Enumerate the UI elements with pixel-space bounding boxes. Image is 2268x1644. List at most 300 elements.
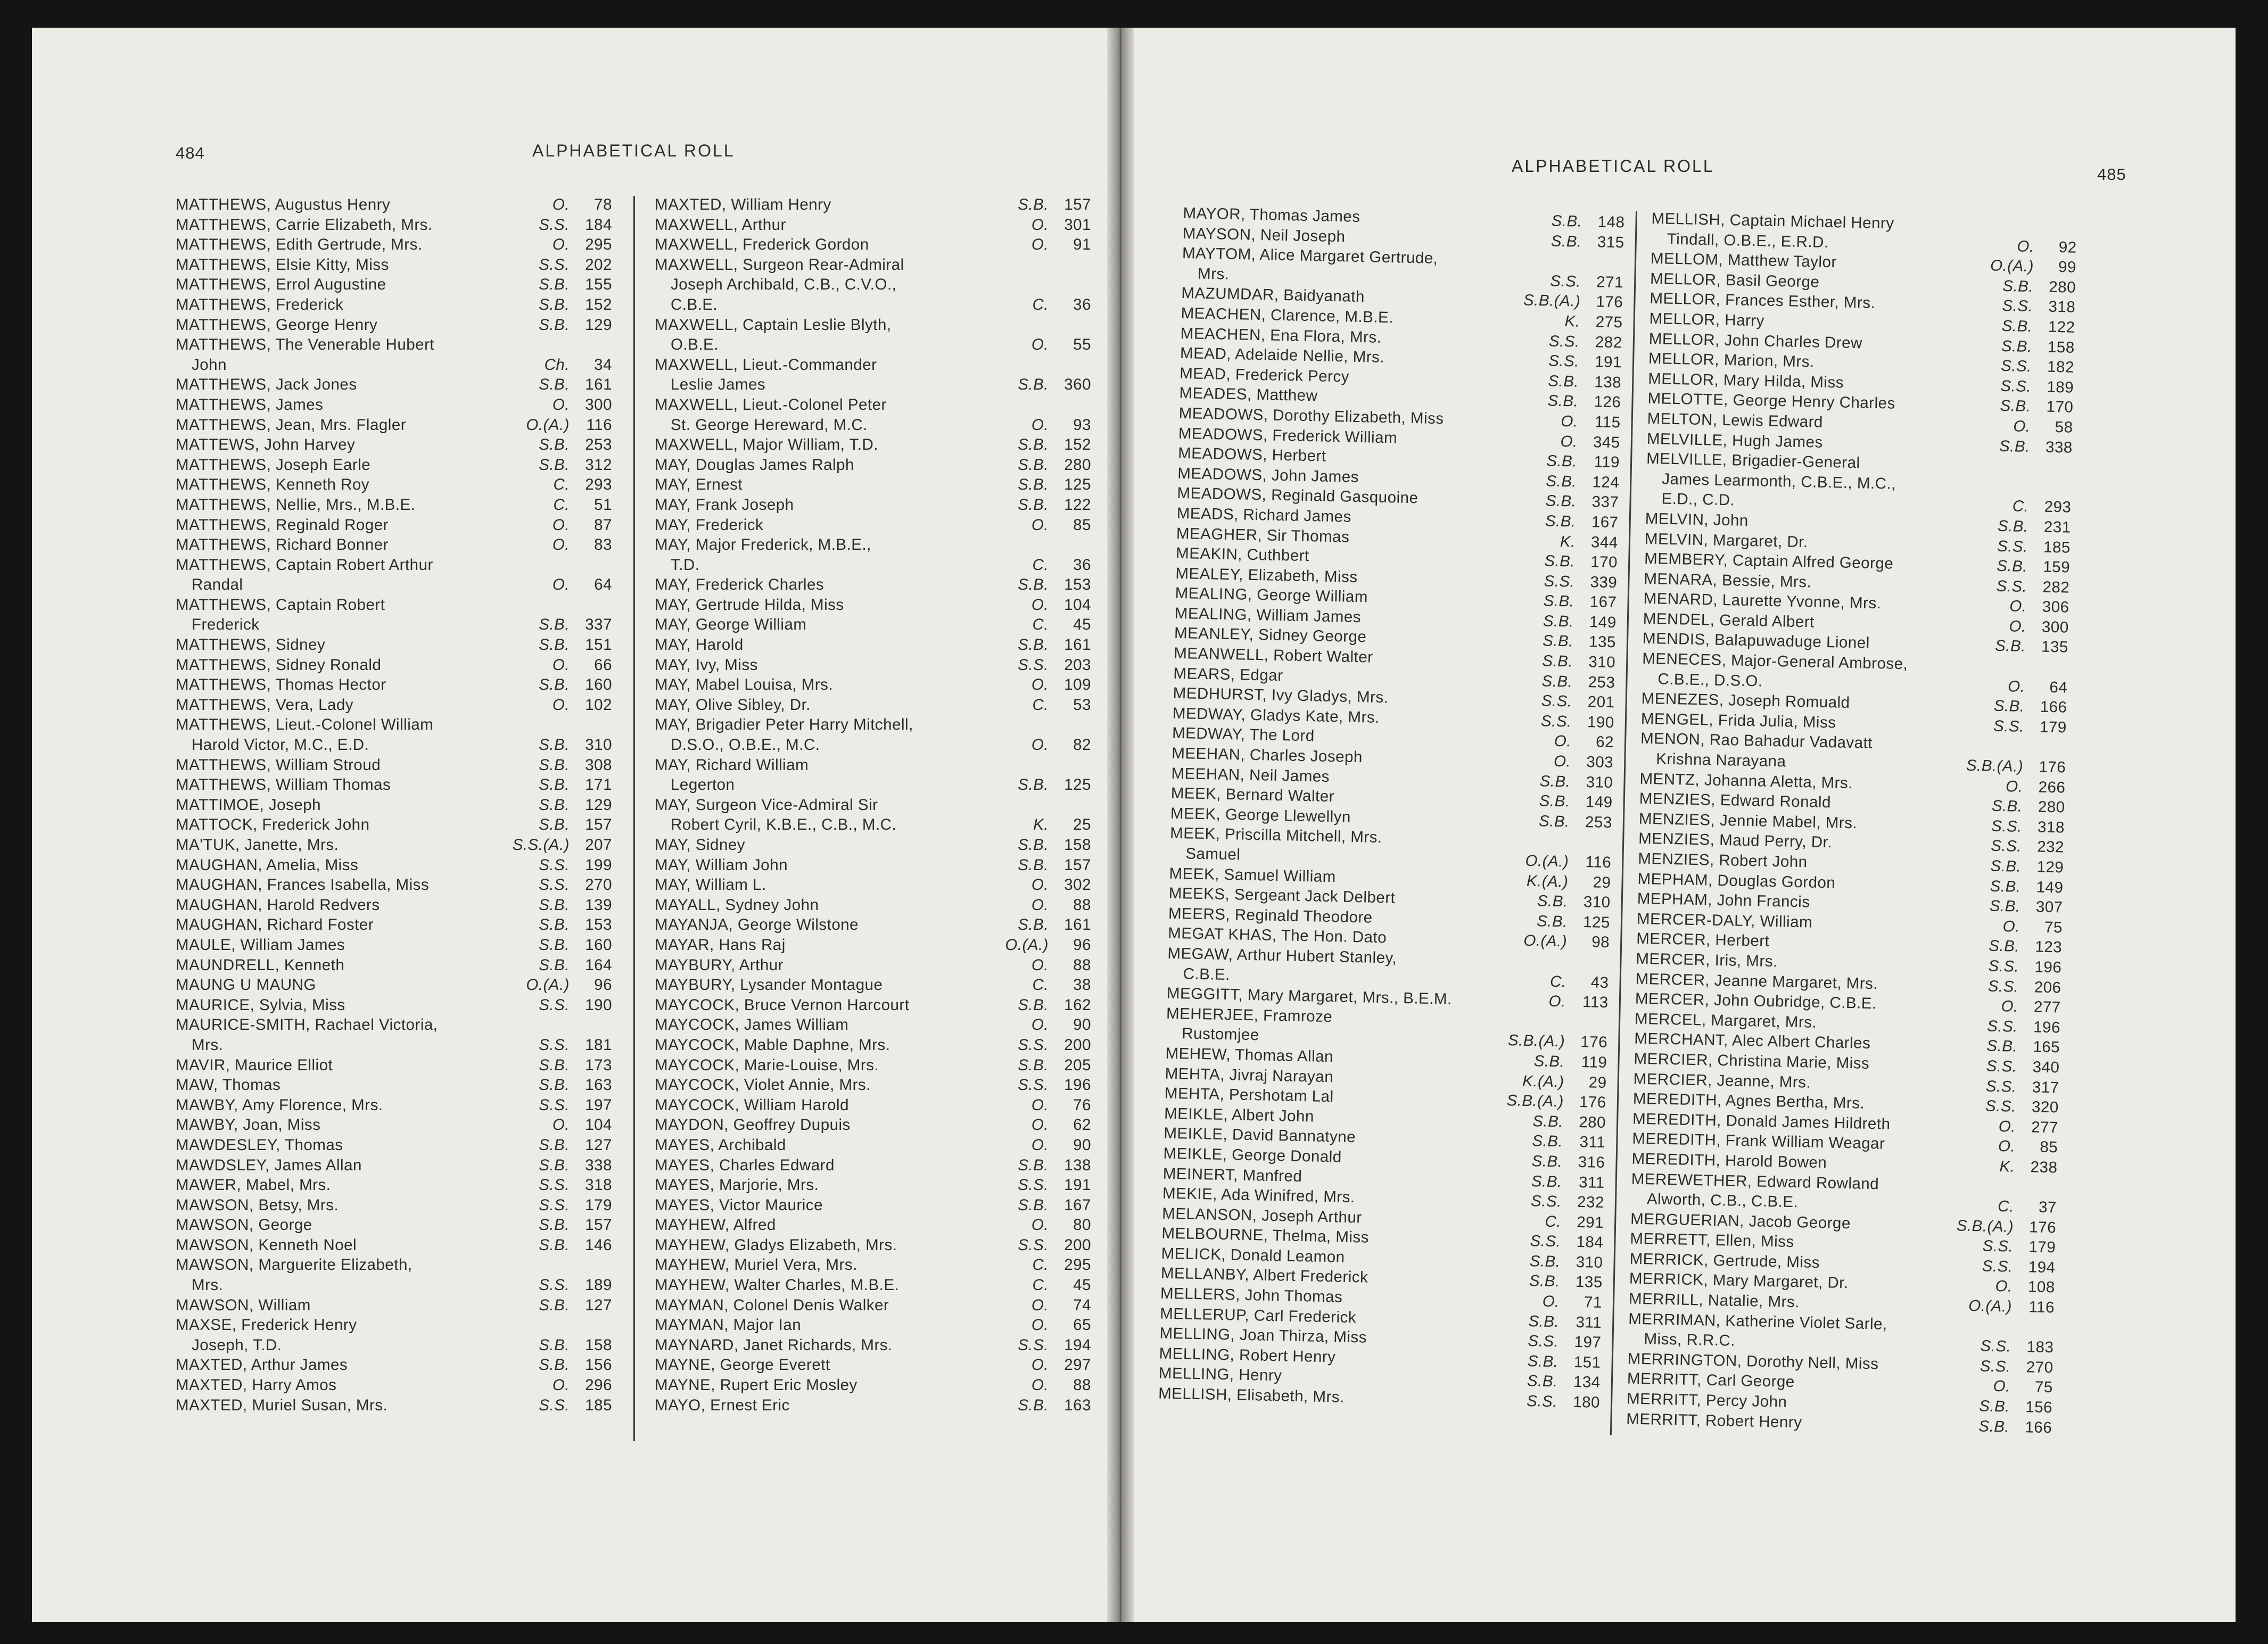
roll-entry (176, 1095, 612, 1116)
entry-name: MATTHEWS, Richard Bonner (176, 536, 389, 554)
entry-page: 200 (1064, 1036, 1091, 1054)
entry-honour: S.B. (1527, 1372, 1558, 1391)
entry-page: 98 (1591, 933, 1610, 952)
roll-entry (176, 1295, 612, 1316)
entry-page: 310 (1586, 773, 1613, 791)
entry-page: 119 (1594, 453, 1620, 472)
roll-entry (176, 1195, 612, 1216)
entry-name: MAYNARD, Janet Richards, Mrs. (655, 1336, 893, 1354)
roll-entry (176, 235, 612, 255)
entry-page: 194 (1064, 1336, 1091, 1354)
entry-name: MAYBURY, Arthur (655, 956, 784, 974)
roll-entry (176, 315, 612, 335)
entry-honour: O. (1031, 236, 1049, 254)
roll-entry (176, 195, 612, 215)
roll-entry (655, 1095, 1091, 1116)
entry-page: 62 (1073, 1116, 1091, 1134)
entry-page: 116 (1585, 853, 1612, 872)
entry-honour: S.B. (1547, 392, 1579, 410)
entry-name: MELLISH, Captain Michael Henry Tindall, O.B.E., E.R.D. (1651, 209, 1894, 251)
entry-honour: S.B. (1978, 1397, 2010, 1416)
entry-honour: S.S. (539, 1036, 570, 1054)
entry-honour: S.B. (1532, 1132, 1563, 1151)
entry-page: 159 (2042, 558, 2071, 576)
entry-honour: O. (552, 696, 570, 714)
roll-entry (176, 1115, 612, 1135)
roll-entry (655, 1115, 1091, 1135)
roll-entry (176, 215, 612, 235)
entry-honour: S.S. (1530, 1192, 1562, 1211)
entry-name: MAYO, Ernest Eric (655, 1396, 790, 1414)
entry-page: 167 (1589, 593, 1617, 612)
entry-honour: S.S. (539, 876, 570, 894)
roll-entry (655, 855, 1091, 875)
entry-name: MELLOR, Basil George (1650, 269, 1820, 291)
entry-name: MEIKLE, David Bannatyne (1164, 1124, 1356, 1146)
entry-honour: S.B. (1018, 376, 1049, 394)
entry-name: MERCHANT, Alec Albert Charles (1634, 1030, 1871, 1053)
entry-name: MEREDITH, Frank William Weagar (1632, 1129, 1885, 1153)
entry-name: MAYDON, Geoffrey Dupuis (655, 1116, 851, 1134)
entry-name: MENZIES, Robert John (1638, 849, 1808, 871)
entry-name: MATTHEWS, Frederick (176, 295, 344, 313)
roll-entry (655, 595, 1091, 615)
entry-honour: C. (1032, 976, 1049, 994)
entry-page: 318 (585, 1176, 612, 1194)
entry-page: 191 (1594, 353, 1622, 371)
entry-name: MERGUERIAN, Jacob George (1630, 1210, 1851, 1232)
entry-honour: S.B. (539, 376, 570, 394)
entry-honour: Ch. (544, 356, 570, 374)
roll-entry (176, 475, 612, 495)
entry-name: MAXSE, Frederick Henry Joseph, T.D. (176, 1316, 357, 1354)
entry-name: MAXWELL, Arthur (655, 216, 786, 234)
entry-honour: S.B. (1543, 612, 1574, 631)
entry-page: 310 (1583, 893, 1611, 912)
entry-honour: O. (1998, 1117, 2016, 1136)
entry-page: 190 (1587, 713, 1615, 732)
entry-honour: O. (2005, 777, 2023, 796)
roll-entry (655, 235, 1091, 255)
entry-name: MENZIES, Jennie Mabel, Mrs. (1638, 809, 1858, 832)
entry-name: MENON, Rao Bahadur Vadavatt Krishna Narayana (1640, 730, 1873, 771)
entry-name: MEINERT, Manfred (1162, 1164, 1302, 1185)
entry-honour: O. (552, 516, 570, 534)
roll-entry (176, 855, 612, 875)
roll-entry (176, 835, 612, 855)
entry-page: 51 (594, 495, 612, 514)
entry-page: 337 (1591, 493, 1619, 511)
roll-entry (176, 295, 612, 315)
entry-name: MERCER, Jeanne Margaret, Mrs. (1635, 970, 1878, 993)
entry-page: 196 (2033, 1018, 2061, 1037)
roll-entry (176, 935, 612, 955)
roll-entry (176, 815, 612, 835)
entry-page: 134 (1573, 1373, 1601, 1392)
entry-page: 320 (2031, 1098, 2059, 1117)
entry-name: MAWBY, Amy Florence, Mrs. (176, 1096, 383, 1114)
entry-page: 37 (2038, 1198, 2057, 1217)
entry-page: 171 (585, 776, 612, 794)
entry-page: 152 (585, 295, 612, 313)
entry-name: MAYNE, George Everett (655, 1356, 830, 1374)
entry-honour: O. (1995, 1277, 2013, 1296)
entry-page: 104 (1064, 596, 1091, 614)
entry-name: MATTHEWS, George Henry (176, 316, 378, 334)
entry-name: MAY, William John (655, 856, 788, 874)
entry-page: 66 (594, 656, 612, 674)
entry-honour: S.B. (1018, 456, 1049, 474)
entry-name: MENARD, Laurette Yvonne, Mrs. (1643, 590, 1882, 613)
entry-honour: S.B. (1990, 857, 2022, 875)
entry-honour: C. (1549, 972, 1566, 990)
entry-name: MATTHEWS, Sidney (176, 636, 326, 654)
entry-name: MAYMAN, Colonel Denis Walker (655, 1296, 889, 1314)
entry-page: 270 (585, 876, 612, 894)
entry-name: MAWSON, George (176, 1216, 312, 1234)
entry-honour: S.B. (1999, 437, 2031, 456)
entry-honour: S.B. (1531, 1172, 1563, 1191)
roll-entry (655, 1175, 1091, 1195)
roll-entry (655, 695, 1091, 715)
entry-name: MAYES, Victor Maurice (655, 1196, 823, 1214)
entry-honour: S.B. (1536, 912, 1568, 931)
roll-entry (176, 395, 612, 415)
roll-entry (655, 655, 1091, 675)
entry-name: MAYNE, Rupert Eric Mosley (655, 1376, 857, 1394)
entry-name: MERCEL, Margaret, Mrs. (1634, 1010, 1817, 1031)
roll-entry (655, 835, 1091, 855)
entry-page: 129 (585, 796, 612, 814)
entry-name: MELVIN, Margaret, Dr. (1644, 530, 1808, 551)
entry-honour: K. (1999, 1157, 2015, 1176)
entry-honour: S.B. (1997, 517, 2028, 535)
entry-name: MEADOWS, Frederick William (1178, 424, 1398, 447)
entry-honour: C. (1032, 616, 1049, 634)
entry-name: MATTHEWS, William Stroud (176, 756, 381, 774)
entry-page: 232 (1577, 1193, 1605, 1212)
entry-honour: S.B. (1018, 856, 1049, 874)
entry-name: MATTHEWS, Lieut.-Colonel William Harold Victor, M.C., E.D. (176, 716, 434, 754)
entry-honour: S.B. (1018, 916, 1049, 934)
entry-honour: S.S. (539, 996, 570, 1014)
entry-name: MEARS, Edgar (1173, 664, 1283, 684)
entry-honour: S.B. (539, 956, 570, 974)
roll-entry (176, 975, 612, 995)
entry-honour: O. (1031, 876, 1049, 894)
entry-name: MEGAW, Arthur Hubert Stanley, C.B.E. (1167, 944, 1397, 984)
entry-page: 113 (1582, 993, 1609, 1012)
entry-page: 206 (2034, 978, 2061, 996)
entry-page: 88 (1073, 1376, 1091, 1394)
entry-name: MEADOWS, Reginald Gasquoine (1177, 484, 1418, 507)
entry-name: MEREDITH, Harold Bowen (1631, 1150, 1827, 1172)
entry-honour: S.B. (1990, 877, 2021, 896)
entry-page: 45 (1073, 1276, 1091, 1294)
roll-entry (655, 355, 1091, 395)
entry-honour: K. (1560, 532, 1576, 551)
entry-honour: C. (1032, 1256, 1049, 1274)
roll-entry (176, 255, 612, 275)
roll-entry (176, 875, 612, 895)
entry-name: MAWER, Mabel, Mrs. (176, 1176, 331, 1194)
entry-name: MERRICK, Mary Margaret, Dr. (1629, 1270, 1849, 1292)
entry-page: 339 (1590, 573, 1618, 591)
roll-entry (176, 775, 612, 795)
entry-name: MAYOR, Thomas James (1183, 204, 1360, 226)
entry-page: 179 (2039, 718, 2067, 737)
entry-page: 127 (585, 1136, 612, 1154)
entry-honour: S.S. (1985, 1077, 2017, 1096)
entry-page: 157 (1064, 856, 1091, 874)
entry-name: MENGEL, Frida Julia, Miss (1640, 709, 1836, 732)
roll-entry (655, 995, 1091, 1015)
roll-entry (655, 1155, 1091, 1176)
roll-entry (176, 1175, 612, 1195)
entry-page: 310 (1576, 1253, 1603, 1271)
entry-honour: S.S. (539, 255, 570, 274)
entry-page: 166 (2025, 1418, 2052, 1436)
entry-page: 179 (2028, 1238, 2056, 1257)
entry-name: MATTHEWS, William Thomas (176, 776, 391, 794)
entry-name: MATTOCK, Frederick John (176, 816, 370, 834)
entry-page: 295 (1064, 1256, 1091, 1274)
roll-entry (176, 1255, 612, 1295)
entry-page: 316 (1578, 1153, 1605, 1171)
entry-page: 102 (585, 696, 612, 714)
entry-honour: S.S. (1987, 977, 2019, 996)
entry-name: MEEK, Priscilla Mitchell, Mrs. Samuel (1169, 824, 1383, 864)
entry-honour: S.B. (539, 1296, 570, 1314)
entry-honour: S.B. (1018, 996, 1049, 1014)
entry-name: MAUNDRELL, Kenneth (176, 956, 345, 974)
entry-page: 158 (2047, 338, 2075, 357)
entry-page: 104 (585, 1116, 612, 1134)
entry-honour: S.S. (2000, 377, 2032, 395)
entry-name: MATTHEWS, Joseph Earle (176, 456, 371, 474)
entry-name: MAWSON, William (176, 1296, 311, 1314)
entry-name: MERRIMAN, Katherine Violet Sarle, Miss, R.R.C. (1628, 1310, 1888, 1350)
roll-entry (655, 875, 1091, 895)
entry-honour: S.B. (1532, 1112, 1564, 1131)
entry-honour: S.B. (1018, 776, 1049, 794)
roll-entry (655, 795, 1091, 835)
entry-name: MAYAR, Hans Raj (655, 936, 786, 954)
entry-page: 90 (1073, 1016, 1091, 1034)
entry-page: 199 (585, 856, 612, 874)
entry-page: 270 (2026, 1358, 2053, 1377)
entry-name: MEANWELL, Robert Walter (1173, 644, 1373, 666)
roll-entry (176, 515, 612, 535)
entry-page: 176 (1580, 1033, 1608, 1052)
entry-name: MEGAT KHAS, The Hon. Dato (1167, 924, 1387, 947)
entry-page: 293 (2044, 498, 2072, 516)
entry-honour: S.B. (1529, 1272, 1561, 1291)
entry-honour: S.S. (1548, 332, 1580, 351)
entry-honour: O. (552, 536, 570, 554)
entry-name: MAURICE-SMITH, Rachael Victoria, Mrs. (176, 1016, 438, 1054)
roll-entry (655, 755, 1091, 795)
entry-name: MENZIES, Maud Perry, Dr. (1638, 830, 1833, 852)
entry-page: 85 (2040, 1138, 2058, 1156)
entry-name: MAYCOCK, Bruce Vernon Harcourt (655, 996, 910, 1014)
entry-page: 308 (585, 756, 612, 774)
entry-name: MENDEL, Gerald Albert (1643, 609, 1815, 631)
entry-honour: S.S. (1982, 1237, 2014, 1255)
roll-entry (655, 215, 1091, 235)
entry-page: 116 (2028, 1298, 2055, 1317)
entry-page: 163 (585, 1076, 612, 1094)
entry-page: 301 (1064, 216, 1091, 234)
roll-entry (176, 1015, 612, 1055)
entry-name: MAYANJA, George Wilstone (655, 916, 859, 934)
entry-name: MAUNG U MAUNG (176, 976, 316, 994)
entry-name: MATTHEWS, Reginald Roger (176, 516, 389, 534)
entry-honour: S.S. (1544, 572, 1575, 591)
entry-honour: O.(A.) (1990, 257, 2034, 276)
entry-page: 161 (1064, 636, 1091, 654)
entry-honour: O. (1031, 736, 1049, 754)
entry-page: 337 (585, 616, 612, 634)
entry-page: 38 (1073, 976, 1091, 994)
roll-entry (655, 195, 1091, 215)
roll-entry (176, 435, 612, 455)
entry-honour: S.B. (1527, 1352, 1558, 1371)
entry-page: 253 (585, 436, 612, 454)
entry-name: MELOTTE, George Henry Charles (1647, 390, 1896, 413)
entry-name: MEADS, Richard James (1176, 504, 1352, 526)
entry-page: 253 (1588, 673, 1615, 691)
entry-honour: S.B. (1989, 897, 2021, 915)
entry-page: 151 (585, 636, 612, 654)
entry-page: 75 (2034, 1378, 2053, 1397)
entry-page: 202 (585, 255, 612, 274)
entry-name: MAWSON, Kenneth Noel (176, 1236, 357, 1254)
entry-name: MELLOR, Marion, Mrs. (1648, 350, 1815, 371)
entry-page: 232 (2036, 838, 2065, 856)
right-page (1126, 28, 2236, 1622)
entry-honour: S.S. (1018, 1036, 1049, 1054)
entry-name: MEEKS, Sergeant Jack Delbert (1168, 884, 1396, 907)
entry-name: MAYALL, Sydney John (655, 896, 819, 914)
entry-page: 29 (1593, 873, 1611, 891)
entry-honour: S.B. (539, 295, 570, 313)
entry-name: MAWBY, Joan, Miss (176, 1116, 321, 1134)
entry-name: MAWSON, Betsy, Mrs. (176, 1196, 339, 1214)
entry-page: 151 (1573, 1353, 1601, 1372)
entry-name: MELLANBY, Albert Frederick (1160, 1265, 1368, 1287)
entry-honour: C. (1032, 295, 1049, 313)
entry-name: MAVIR, Maurice Elliot (176, 1056, 333, 1074)
entry-page: 185 (2043, 538, 2071, 557)
entry-honour: C. (1998, 1197, 2015, 1216)
entry-name: MAYES, Archibald (655, 1136, 786, 1154)
entry-page: 190 (585, 996, 612, 1014)
entry-name: MELICK, Donald Leamon (1161, 1244, 1345, 1266)
entry-name: MERRITT, Carl George (1627, 1369, 1795, 1391)
entry-honour: O. (1031, 336, 1049, 354)
entry-name: MERRITT, Robert Henry (1626, 1410, 1802, 1432)
entry-page: 312 (585, 456, 612, 474)
entry-honour: S.B. (539, 796, 570, 814)
entry-name: MAYCOCK, Violet Annie, Mrs. (655, 1076, 871, 1094)
entry-page: 64 (2049, 678, 2068, 697)
entry-page: 311 (1579, 1133, 1606, 1152)
column-left-2 (655, 195, 1091, 1415)
entry-name: MEADOWS, Dorothy Elizabeth, Miss (1178, 404, 1444, 428)
entry-honour: S.B. (1542, 652, 1573, 671)
entry-page: 280 (2038, 798, 2065, 816)
entry-page: 55 (1073, 336, 1091, 354)
entry-honour: S.S. (1528, 1332, 1559, 1351)
entry-page: 36 (1073, 556, 1091, 574)
entry-name: MEANLEY, Sidney George (1174, 624, 1367, 646)
entry-page: 96 (1073, 936, 1091, 954)
entry-honour: O. (1031, 516, 1049, 534)
entry-honour: S.B. (539, 1356, 570, 1374)
entry-honour: S.B. (1018, 836, 1049, 854)
entry-page: 135 (1588, 633, 1617, 651)
entry-honour: O. (1031, 1096, 1049, 1114)
entry-honour: S.B. (539, 776, 570, 794)
entry-page: 184 (585, 216, 612, 234)
entry-honour: C. (553, 476, 570, 494)
entry-page: 91 (1073, 236, 1091, 254)
entry-honour: O. (1031, 1296, 1049, 1314)
entry-name: MELLOR, Frances Esther, Mrs. (1650, 290, 1876, 312)
entry-honour: K.(A.) (1526, 872, 1569, 891)
entry-page: 277 (2031, 1118, 2059, 1137)
entry-name: MEERS, Reginald Theodore (1168, 904, 1373, 927)
entry-page: 88 (1073, 896, 1091, 914)
entry-name: MEADES, Matthew (1179, 384, 1318, 405)
entry-honour: S.B.(A.) (1966, 756, 2024, 775)
entry-name: MERCER, Iris, Mrs. (1636, 949, 1778, 971)
entry-name: MAY, Richard William Legerton (655, 756, 809, 794)
entry-honour: S.B. (1018, 495, 1049, 514)
entry-name: MEAD, Adelaide Nellie, Mrs. (1180, 344, 1385, 367)
entry-honour: S.B.(A.) (1523, 291, 1581, 311)
left-page (32, 28, 1115, 1622)
entry-honour: K. (1033, 816, 1049, 834)
entry-honour: S.B. (539, 1156, 570, 1174)
entry-name: MAUGHAN, Frances Isabella, Miss (176, 876, 430, 894)
entry-name: MEHTA, Pershotam Lal (1164, 1084, 1334, 1106)
entry-honour: O. (552, 1116, 570, 1134)
entry-honour: S.B. (1538, 812, 1570, 831)
entry-honour: S.B. (1986, 1037, 2018, 1056)
entry-name: MA'TUK, Janette, Mrs. (176, 836, 339, 854)
entry-honour: S.B. (1551, 212, 1582, 230)
roll-entry (655, 635, 1091, 655)
entry-name: MATTHEWS, Augustus Henry (176, 196, 391, 213)
roll-entry (176, 1315, 612, 1355)
roll-entry (655, 1075, 1091, 1095)
entry-page: 149 (2036, 878, 2064, 897)
entry-name: MEGGITT, Mary Margaret, Mrs., B.E.M. (1166, 984, 1453, 1009)
entry-page: 124 (1592, 473, 1620, 491)
entry-page: 116 (586, 416, 612, 434)
entry-honour: S.B.(A.) (1956, 1217, 2014, 1236)
entry-page: 160 (585, 936, 612, 954)
roll-entry (1645, 449, 2072, 518)
entry-honour: S.B. (1531, 1152, 1563, 1171)
entry-page: 129 (2036, 858, 2064, 877)
entry-page: 148 (1597, 213, 1625, 232)
entry-name: MENECES, Major-General Ambrose, C.B.E., D.S.O. (1642, 649, 1908, 690)
entry-name: MAY, Ernest (655, 476, 743, 494)
entry-honour: S.B. (539, 636, 570, 654)
